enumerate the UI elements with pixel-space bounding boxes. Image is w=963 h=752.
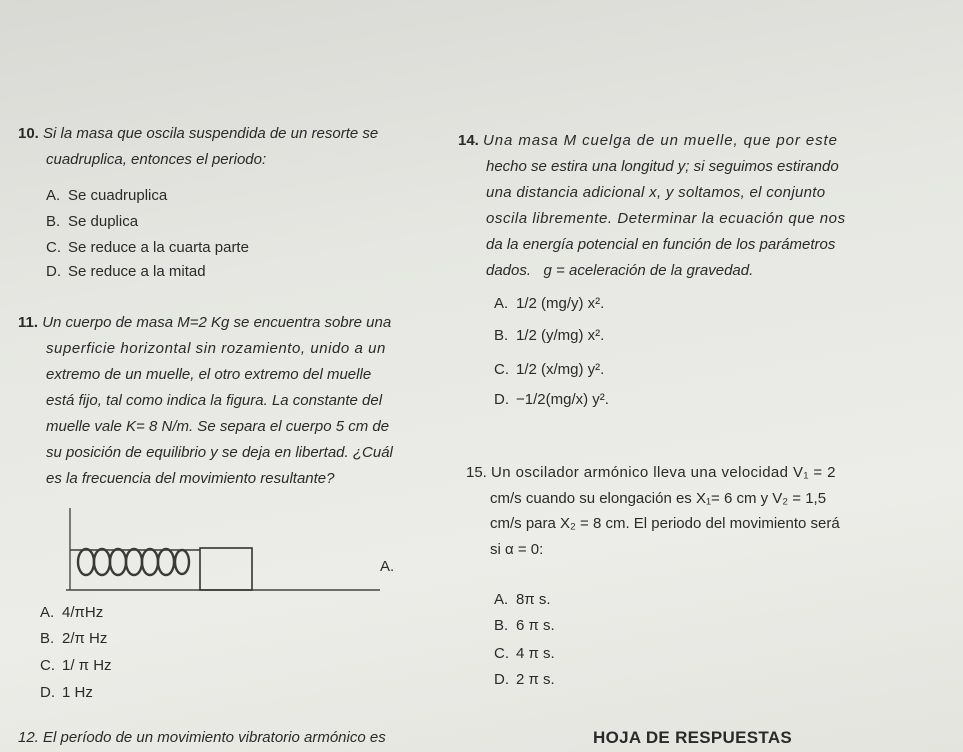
option-text: −1/2(mg/x) y².: [516, 391, 609, 408]
q14-option-b[interactable]: [494, 326, 604, 346]
option-text: 1/ π Hz: [62, 657, 112, 674]
q11-option-a[interactable]: [40, 603, 103, 623]
q10-option-d[interactable]: [46, 262, 206, 282]
option-letter: C.: [494, 645, 509, 662]
option-text: Se reduce a la mitad: [68, 263, 206, 280]
q15-option-a[interactable]: [494, 590, 551, 610]
q14-text-line: dados. g = aceleración de la gravedad.: [486, 262, 754, 279]
q11-text-line: su posición de equilibrio y se deja en libertad. ¿Cuál: [46, 444, 393, 461]
option-letter: D.: [494, 671, 509, 688]
q15-number: 15.: [466, 464, 487, 481]
option-text: 2/π Hz: [62, 630, 108, 647]
option-text: 4 π s.: [516, 645, 555, 662]
option-letter: C.: [40, 657, 55, 674]
spring-coil: [78, 549, 189, 575]
option-letter: A.: [46, 187, 61, 204]
q15-text-line: Un oscilador armónico lleva una velocidad V₁ = 2: [491, 464, 836, 481]
q14-option-c[interactable]: [494, 360, 604, 380]
option-letter: B.: [40, 630, 55, 647]
option-letter: D.: [46, 263, 61, 280]
option-text: 2 π s.: [516, 671, 555, 688]
option-text: Se cuadruplica: [68, 187, 168, 204]
q11-text-line: superficie horizontal sin rozamiento, unido a un: [46, 340, 386, 357]
option-text: 6 π s.: [516, 617, 555, 634]
q14-text-line: da la energía potencial en función de los parámetros: [486, 236, 836, 253]
q15-text-line: cm/s para X₂ = 8 cm. El periodo del movimiento será: [490, 515, 840, 532]
option-text: 1 Hz: [62, 684, 93, 701]
q10-text-line1: Si la masa que oscila suspendida de un resorte se: [43, 125, 379, 142]
q15-option-b[interactable]: [494, 616, 555, 636]
option-letter: C.: [494, 361, 509, 378]
q11-text-line: está fijo, tal como indica la figura. La constante del: [46, 392, 383, 409]
q11-option-c[interactable]: [40, 656, 112, 676]
q14-text-line: una distancia adicional x, y soltamos, el conjunto: [486, 184, 826, 201]
option-text: 1/2 (y/mg) x².: [516, 327, 605, 344]
option-letter: D.: [40, 684, 55, 701]
q14-option-d[interactable]: [494, 390, 609, 410]
q15-line1: [466, 463, 836, 483]
q15-text-line: cm/s cuando su elongación es X₁= 6 cm y V₂ = 1,5: [490, 490, 827, 507]
q11-text-line: es la frecuencia del movimiento resultante?: [46, 470, 335, 487]
q14-number: 14.: [458, 132, 479, 149]
option-text: 4/πHz: [62, 604, 104, 621]
q10-option-c[interactable]: [46, 238, 249, 258]
option-text: 1/2 (mg/y) x².: [516, 295, 605, 312]
q12-text: El período de un movimiento vibratorio armónico es: [43, 729, 386, 746]
q10-line1: [18, 120, 378, 147]
q14-line1: [458, 127, 858, 154]
q14-text-line: hecho se estira una longitud y; si seguimos estirando: [486, 158, 839, 175]
q15-option-d[interactable]: [494, 670, 555, 690]
q11-text-line: extremo de un muelle, el otro extremo del muelle: [46, 366, 372, 383]
option-letter: B.: [494, 327, 509, 344]
q10-number: 10.: [18, 125, 39, 142]
q10-option-a[interactable]: [46, 186, 167, 206]
option-letter: B.: [46, 213, 61, 230]
q10-text-line2: cuadruplica, entonces el periodo:: [46, 151, 267, 168]
option-text: Se reduce a la cuarta parte: [68, 239, 249, 256]
q12-number: 12.: [18, 729, 39, 746]
q14-text-line: Una masa M cuelga de un muelle, que por este: [483, 132, 838, 149]
q11-option-b[interactable]: [40, 629, 107, 649]
q11-option-d[interactable]: [40, 683, 93, 703]
option-text: Se duplica: [68, 213, 139, 230]
q11-text-line: Un cuerpo de masa M=2 Kg se encuentra sobre una: [42, 314, 392, 331]
figure-label: A.: [380, 558, 395, 575]
q11-line1: [18, 309, 391, 336]
option-text: 8π s.: [516, 591, 551, 608]
spring-block-figure: [60, 500, 380, 605]
option-letter: A.: [40, 604, 55, 621]
q11-number: 11.: [18, 314, 39, 331]
option-letter: A.: [494, 591, 509, 608]
option-text: 1/2 (x/mg) y².: [516, 361, 605, 378]
mass-block: [200, 548, 252, 590]
option-letter: A.: [494, 295, 509, 312]
q14-option-a[interactable]: [494, 294, 604, 314]
q15-option-c[interactable]: [494, 644, 555, 664]
option-letter: D.: [494, 391, 509, 408]
option-letter: C.: [46, 239, 61, 256]
answers-heading: HOJA DE RESPUESTAS: [593, 728, 793, 747]
option-letter: B.: [494, 617, 509, 634]
q11-text-line: muelle vale K= 8 N/m. Se separa el cuerpo 5 cm de: [46, 418, 390, 435]
q10-option-b[interactable]: [46, 212, 138, 232]
q12-line: [18, 729, 386, 746]
q14-text-line: oscila libremente. Determinar la ecuación que nos: [486, 210, 846, 227]
q15-text-line: si α = 0:: [490, 541, 544, 558]
